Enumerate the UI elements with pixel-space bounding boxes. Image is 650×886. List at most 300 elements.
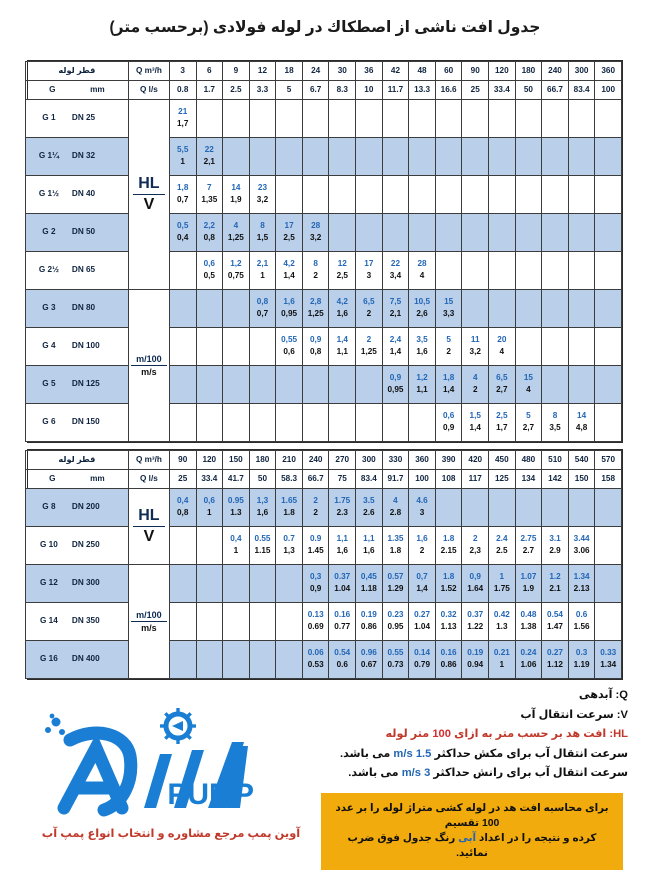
- pipe-g-size: G 5: [42, 379, 56, 389]
- hl-value: 2,2: [203, 221, 215, 231]
- value-cell: [169, 252, 196, 290]
- velocity-value: 2: [446, 347, 451, 357]
- pipe-g-size: G 1½: [38, 189, 59, 199]
- value-cell: [568, 641, 595, 679]
- value-cell: [489, 603, 516, 641]
- value-cell: [249, 404, 276, 442]
- value-cell: [568, 290, 595, 328]
- hl-value: 0,6: [203, 259, 215, 269]
- velocity-value: 1: [233, 546, 239, 556]
- hl-value: 0.42: [493, 610, 510, 620]
- unit-numerator: HL: [133, 175, 164, 195]
- value-cell: [329, 290, 356, 328]
- value-cell: [196, 252, 223, 290]
- hl-value: 0.19: [467, 648, 484, 658]
- value-cell: [542, 138, 569, 176]
- velocity-value: 1,7: [177, 119, 189, 129]
- value-cell: [542, 100, 569, 138]
- value-cell: [382, 100, 409, 138]
- value-cell: [249, 565, 276, 603]
- value-cell: [223, 252, 250, 290]
- hl-value: 4: [472, 373, 478, 383]
- col-header-qls: 134: [515, 470, 542, 489]
- value-cell: [356, 489, 383, 527]
- col-header-qls: 100: [409, 470, 436, 489]
- hl-value: 7,5: [389, 297, 402, 307]
- col-header-q: 390: [435, 451, 462, 470]
- value-cell: [435, 366, 462, 404]
- hl-value: 22: [390, 259, 400, 269]
- legend-q-line: Q: آبدهی: [578, 689, 628, 701]
- pipe-dn-size: DN 200: [71, 502, 100, 512]
- velocity-value: 0.67: [360, 660, 377, 670]
- hl-value: 0.7: [283, 534, 295, 544]
- value-cell: [595, 252, 622, 290]
- table-1-head: [25, 62, 621, 100]
- velocity-value: 2.7: [522, 546, 535, 556]
- value-cell: [568, 252, 595, 290]
- hl-value: 2,4: [389, 335, 402, 345]
- velocity-value: 2: [313, 271, 318, 281]
- velocity-value: 1,25: [360, 347, 377, 357]
- hl-value: 20: [497, 335, 507, 345]
- value-cell: [329, 328, 356, 366]
- value-cell: [409, 100, 436, 138]
- value-cell: [196, 641, 223, 679]
- q-m3h-header-label: Q m³/h: [128, 62, 169, 81]
- pipe-g-size: G 16: [40, 654, 58, 664]
- value-cell: [462, 290, 489, 328]
- col-header-qls: 8.3: [329, 81, 356, 100]
- hl-value: 1,8: [177, 183, 189, 193]
- value-cell: [435, 328, 462, 366]
- value-cell: [276, 641, 303, 679]
- hl-value: 1,6: [416, 534, 428, 544]
- value-cell: [356, 404, 383, 442]
- hl-value: 0.16: [440, 648, 457, 658]
- col-header-qls: 158: [595, 470, 622, 489]
- pipe-diameter-cell: [25, 252, 128, 290]
- pipe-g-size: G 3: [42, 303, 56, 313]
- mm-header-label: mm: [90, 473, 105, 483]
- velocity-value: 0,75: [227, 271, 244, 281]
- unit-hl-over-v: [128, 100, 169, 290]
- velocity-value: 3: [366, 271, 372, 281]
- value-cell: [169, 100, 196, 138]
- value-cell: [462, 252, 489, 290]
- value-cell: [196, 565, 223, 603]
- velocity-value: 2.15: [440, 546, 457, 556]
- velocity-value: 1,25: [307, 309, 324, 319]
- pipe-g-size: G 2½: [38, 265, 59, 275]
- col-header-q: 90: [462, 62, 489, 81]
- value-cell: [249, 489, 276, 527]
- col-header-qls: 6.7: [302, 81, 329, 100]
- value-cell: [356, 366, 383, 404]
- value-cell: [568, 527, 595, 565]
- value-cell: [435, 641, 462, 679]
- velocity-value: 1,6: [336, 546, 348, 556]
- velocity-value: 4: [526, 385, 531, 395]
- col-header-qls: 117: [462, 470, 489, 489]
- col-header-qls: 50: [249, 470, 276, 489]
- hl-value: 6,5: [496, 373, 508, 383]
- velocity-value: 1,9: [230, 195, 242, 205]
- value-cell: [409, 565, 436, 603]
- value-cell: [223, 603, 250, 641]
- velocity-value: 1,6: [256, 508, 269, 518]
- hl-value: 0.48: [520, 610, 537, 620]
- table-2-header-row-qls: [25, 470, 621, 489]
- value-cell: [435, 290, 462, 328]
- hl-value: 4,2: [283, 259, 295, 269]
- value-cell: [568, 366, 595, 404]
- note-line1-b: تقسیم: [444, 818, 482, 830]
- unit-hl-over-v: [128, 489, 169, 565]
- value-cell: [462, 641, 489, 679]
- hl-value: 14: [231, 183, 241, 193]
- hl-value: 22: [204, 145, 214, 155]
- pipe-dn-size: DN 400: [71, 654, 100, 664]
- pipe-diameter-cell: [25, 603, 128, 641]
- value-cell: [542, 641, 569, 679]
- value-cell: [462, 100, 489, 138]
- velocity-value: 1: [207, 508, 212, 518]
- hl-value: 1,1: [336, 534, 348, 544]
- hl-value: 0.32: [440, 610, 457, 620]
- value-cell: [302, 252, 329, 290]
- value-cell: [542, 252, 569, 290]
- velocity-value: 2,1: [389, 309, 402, 319]
- unit-denominator: m/s: [141, 623, 157, 633]
- value-cell: [515, 489, 542, 527]
- table-row: [25, 489, 621, 527]
- hl-value: 23: [257, 183, 268, 193]
- hl-value: 0.95: [227, 496, 244, 506]
- velocity-value: 1,6: [363, 546, 375, 556]
- hl-value: 2,8: [309, 297, 322, 307]
- q-ls-header-label: Q l/s: [128, 81, 169, 100]
- note-line2-b: رنگ جدول فوق ضرب نمائید.: [347, 833, 488, 860]
- velocity-value: 2,5: [283, 233, 295, 243]
- velocity-value: 4: [419, 271, 425, 281]
- col-header-q: 420: [462, 451, 489, 470]
- pipe-dn-size: DN 32: [71, 151, 96, 161]
- value-cell: [489, 176, 516, 214]
- hl-value: 17: [284, 221, 294, 231]
- value-cell: [382, 138, 409, 176]
- value-cell: [329, 214, 356, 252]
- value-cell: [169, 214, 196, 252]
- col-header-qls: 75: [329, 470, 356, 489]
- velocity-value: 0,95: [387, 385, 404, 395]
- value-cell: [489, 290, 516, 328]
- value-cell: [196, 176, 223, 214]
- legend-suction-value: 1.5 m/s: [393, 747, 432, 760]
- value-cell: [329, 366, 356, 404]
- hl-value: 1: [499, 572, 505, 582]
- legend-discharge-suffix: می باشد.: [348, 767, 402, 779]
- value-cell: [435, 176, 462, 214]
- value-cell: [356, 290, 383, 328]
- pipe-g-size: G 2: [42, 227, 56, 237]
- hl-value: 14: [577, 411, 587, 421]
- hl-value: 28: [311, 221, 321, 231]
- velocity-value: 3,4: [389, 271, 402, 281]
- hl-value: 0.13: [307, 610, 324, 620]
- hl-value: 11: [470, 335, 480, 345]
- hl-value: 12: [337, 259, 347, 269]
- col-header-qls: 91.7: [382, 470, 409, 489]
- table-1-body: [25, 100, 621, 442]
- hl-value: 28: [417, 259, 427, 269]
- table-row: [25, 527, 621, 565]
- col-header-q: 450: [489, 451, 516, 470]
- value-cell: [568, 404, 595, 442]
- hl-value: 0.37: [467, 610, 484, 620]
- velocity-value: 2.1: [549, 584, 561, 594]
- value-cell: [169, 366, 196, 404]
- velocity-value: 2,7: [496, 385, 508, 395]
- value-cell: [382, 489, 409, 527]
- value-cell: [515, 565, 542, 603]
- col-header-qls: 66.7: [542, 81, 569, 100]
- value-cell: [169, 489, 196, 527]
- velocity-value: 1.38: [520, 622, 537, 632]
- velocity-value: 0.95: [387, 622, 404, 632]
- velocity-value: 2,1: [203, 157, 215, 167]
- value-cell: [409, 176, 436, 214]
- value-cell: [489, 404, 516, 442]
- hl-value: 5: [526, 411, 531, 421]
- col-header-qls: 10: [356, 81, 383, 100]
- value-cell: [356, 138, 383, 176]
- velocity-value: 3,2: [309, 233, 322, 243]
- velocity-value: 2.3: [336, 508, 348, 518]
- hl-value: 0,7: [416, 572, 428, 582]
- value-cell: [196, 214, 223, 252]
- value-cell: [223, 366, 250, 404]
- table-row: [25, 641, 621, 679]
- hl-value: 0.9: [309, 534, 322, 544]
- hl-value: 1.65: [281, 496, 298, 506]
- value-cell: [409, 603, 436, 641]
- value-cell: [276, 290, 303, 328]
- value-cell: [249, 641, 276, 679]
- value-cell: [409, 366, 436, 404]
- value-cell: [542, 565, 569, 603]
- velocity-value: 0,8: [309, 347, 322, 357]
- pipe-dn-size: DN 125: [71, 379, 100, 389]
- table-2-head: [25, 451, 621, 489]
- velocity-value: 1,1: [336, 347, 348, 357]
- value-cell: [382, 252, 409, 290]
- hl-value: 8: [260, 221, 265, 231]
- value-cell: [249, 328, 276, 366]
- legend-suction-suffix: می باشد.: [339, 747, 394, 760]
- logo-pump-word: PUMP: [167, 778, 254, 811]
- unit-denominator: V: [143, 196, 155, 213]
- col-header-q: 120: [489, 62, 516, 81]
- col-header-qls: 33.4: [196, 470, 223, 489]
- mm-header-label: mm: [90, 84, 105, 94]
- unit-m100-over-ms: [128, 565, 169, 679]
- hl-value: 17: [364, 259, 374, 269]
- value-cell: [489, 328, 516, 366]
- col-header-qls: 58.3: [276, 470, 303, 489]
- value-cell: [489, 214, 516, 252]
- value-cell: [462, 366, 489, 404]
- pipe-diameter-cell: [25, 214, 128, 252]
- velocity-value: 1.19: [573, 660, 590, 670]
- q-m3h-header-label: Q m³/h: [128, 451, 169, 470]
- value-cell: [595, 641, 622, 679]
- hl-value: 5,5: [177, 145, 189, 155]
- velocity-value: 0,7: [177, 195, 189, 205]
- velocity-value: 1,4: [442, 385, 455, 395]
- value-cell: [329, 565, 356, 603]
- value-cell: [276, 404, 303, 442]
- value-cell: [489, 489, 516, 527]
- velocity-value: 1.29: [387, 584, 404, 594]
- hl-value: 15: [444, 297, 454, 307]
- hl-value: 0.23: [387, 610, 404, 620]
- logo-tagline: آوین پمپ مرجع مشاوره و انتخاب انواع پمپ آب: [41, 828, 301, 840]
- hl-value: 0.6: [575, 610, 588, 620]
- pipe-diameter-cell: [25, 176, 128, 214]
- hl-value: 5: [446, 335, 451, 345]
- hl-value: 0.24: [520, 648, 537, 658]
- velocity-value: 1.9: [522, 584, 535, 594]
- diameter-header-label: قطر لوله: [25, 62, 128, 81]
- value-cell: [515, 603, 542, 641]
- pipe-diameter-cell: [25, 100, 128, 138]
- value-cell: [515, 366, 542, 404]
- hl-value: 1.2: [549, 572, 561, 582]
- velocity-value: 1.8: [283, 508, 295, 518]
- g-mm-header: [25, 81, 128, 100]
- value-cell: [169, 404, 196, 442]
- col-header-qls: 3.3: [249, 81, 276, 100]
- value-cell: [276, 527, 303, 565]
- hl-value: 2: [313, 496, 318, 506]
- col-header-q: 24: [302, 62, 329, 81]
- col-header-qls: 2.5: [223, 81, 250, 100]
- col-header-q: 60: [435, 62, 462, 81]
- col-header-qls: 1.7: [196, 81, 223, 100]
- velocity-value: 2.5: [496, 546, 508, 556]
- pipe-dn-size: DN 50: [71, 227, 96, 237]
- velocity-value: 1.18: [360, 584, 377, 594]
- hl-value: 4: [393, 496, 398, 506]
- velocity-value: 0,7: [256, 309, 269, 319]
- value-cell: [595, 366, 622, 404]
- value-cell: [356, 252, 383, 290]
- value-cell: [382, 328, 409, 366]
- value-cell: [462, 176, 489, 214]
- hl-value: 0.27: [414, 610, 431, 620]
- velocity-value: 3,2: [256, 195, 269, 205]
- value-cell: [435, 565, 462, 603]
- legend-discharge-value: 3 m/s: [401, 767, 431, 779]
- value-cell: [302, 527, 329, 565]
- hl-value: 1.07: [520, 572, 537, 582]
- velocity-value: 2,6: [416, 309, 428, 319]
- velocity-value: 3,3: [442, 309, 455, 319]
- unit-denominator: m/s: [141, 367, 157, 377]
- velocity-value: 0,95: [281, 309, 298, 319]
- g-mm-header: [25, 470, 128, 489]
- hl-value: 0.27: [547, 648, 563, 658]
- hl-value: 21: [178, 107, 188, 117]
- velocity-value: 1.13: [440, 622, 457, 632]
- value-cell: [329, 404, 356, 442]
- table-row: [25, 366, 621, 404]
- pipe-dn-size: DN 40: [71, 189, 96, 199]
- value-cell: [302, 138, 329, 176]
- velocity-value: 1.75: [493, 584, 510, 594]
- value-cell: [462, 138, 489, 176]
- velocity-value: 1,4: [416, 584, 428, 594]
- velocity-value: 3: [419, 508, 425, 518]
- table-row: [25, 100, 621, 138]
- q-ls-header-label: Q l/s: [128, 470, 169, 489]
- value-cell: [223, 214, 250, 252]
- unit-numerator: m/100: [131, 354, 167, 366]
- pipe-dn-size: DN 65: [71, 265, 96, 275]
- table-row: [25, 404, 621, 442]
- col-header-qls: 0.8: [169, 81, 196, 100]
- value-cell: [409, 214, 436, 252]
- value-cell: [382, 176, 409, 214]
- velocity-value: 1.06: [520, 660, 537, 670]
- value-cell: [568, 489, 595, 527]
- pipe-g-size: G 14: [40, 616, 58, 626]
- hl-value: 1.8: [442, 534, 455, 544]
- value-cell: [568, 603, 595, 641]
- hl-value: 4.6: [416, 496, 428, 506]
- value-cell: [223, 641, 250, 679]
- velocity-value: 2,7: [522, 423, 535, 433]
- legend-suction-prefix: سرعت انتقال آب برای مکش حداکثر: [431, 747, 628, 760]
- value-cell: [409, 527, 436, 565]
- unit-numerator: m/100: [131, 610, 167, 622]
- table-1-header-row-qm3h: [25, 62, 621, 81]
- value-cell: [329, 100, 356, 138]
- velocity-value: 1.8: [389, 546, 402, 556]
- table-row: [25, 176, 621, 214]
- value-cell: [249, 214, 276, 252]
- value-cell: [595, 328, 622, 366]
- table-row: [25, 214, 621, 252]
- hl-value: 2.75: [520, 534, 537, 544]
- value-cell: [302, 641, 329, 679]
- value-cell: [302, 366, 329, 404]
- note-line-1: [331, 801, 613, 831]
- velocity-value: 1,7: [496, 423, 508, 433]
- hl-value: 10,5: [414, 297, 431, 307]
- value-cell: [302, 565, 329, 603]
- velocity-value: 1.04: [334, 584, 351, 594]
- pipe-dn-size: DN 300: [71, 578, 100, 588]
- value-cell: [249, 252, 276, 290]
- value-cell: [462, 404, 489, 442]
- value-cell: [223, 138, 250, 176]
- value-cell: [356, 214, 383, 252]
- value-cell: [382, 603, 409, 641]
- value-cell: [302, 404, 329, 442]
- col-header-qls: 41.7: [223, 470, 250, 489]
